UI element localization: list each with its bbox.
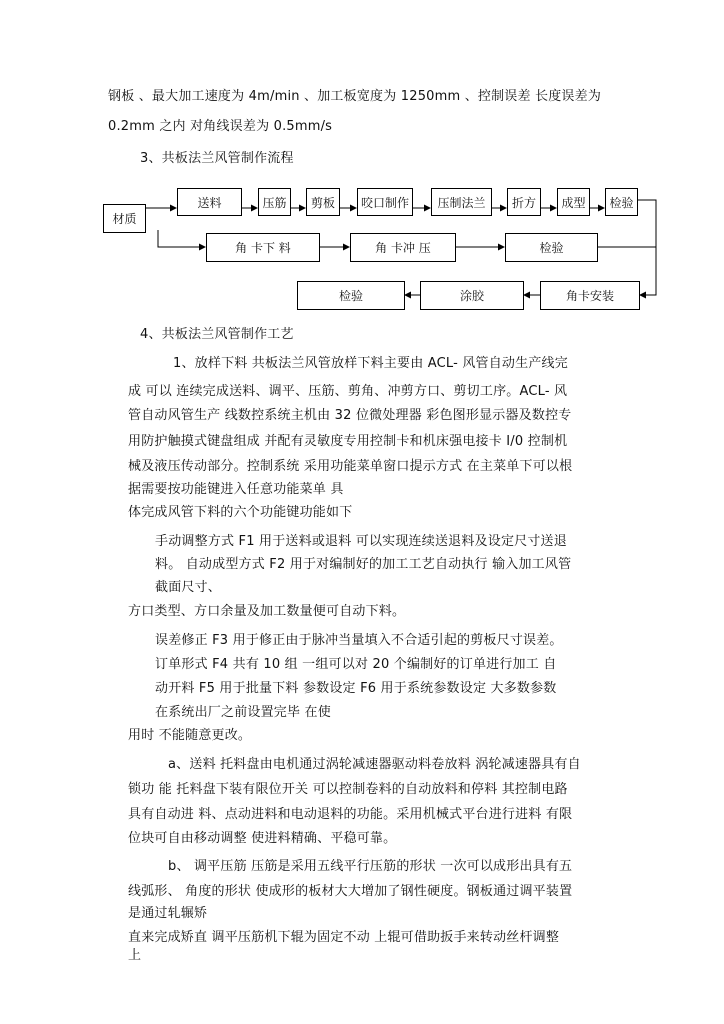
text-line: 在系统出厂之前设置完毕 在使 <box>155 705 331 720</box>
section-heading: 4、共板法兰风管制作工艺 <box>140 327 294 342</box>
text-line: a、送料 托料盘由电机通过涡轮减速器驱动料卷放料 涡轮减速器具有自 <box>168 757 581 772</box>
flow-box-inspection: 检验 <box>605 188 638 216</box>
flow-box-corner-punching: 角 卡冲 压 <box>350 233 456 262</box>
text-line: 0.2mm 之内 对角线误差为 0.5mm/s <box>108 119 333 134</box>
flow-box-pressing-rib: 压筋 <box>258 188 291 216</box>
flow-box-forming: 成型 <box>557 188 590 216</box>
flow-box-material: 材质 <box>103 204 146 233</box>
text-line: 体完成风管下料的六个功能键功能如下 <box>128 505 353 520</box>
text-line: 截面尺寸、 <box>155 580 222 595</box>
text-line: 上 <box>128 948 142 963</box>
text-line: 1、放样下料 共板法兰风管放样下料主要由 ACL- 风管自动生产线完 <box>173 356 568 371</box>
flow-box-corner-install: 角卡安装 <box>540 281 640 310</box>
flow-box-feeding: 送料 <box>177 188 242 216</box>
text-line: 订单形式 F4 共有 10 组 一组可以对 20 个编制好的订单进行加工 自 <box>155 657 557 672</box>
flow-box-flange: 压制法兰 <box>431 188 492 216</box>
flow-box-shearing: 剪板 <box>306 188 340 216</box>
text-line: 方口类型、方口余量及加工数量便可自动下料。 <box>128 604 406 619</box>
text-line: 动开料 F5 用于批量下料 参数设定 F6 用于系统参数设定 大多数参数 <box>155 681 557 696</box>
text-line: b、 调平压筋 压筋是采用五线平行压筋的形状 一次可以成形出具有五 <box>168 859 573 874</box>
text-line: 用时 不能随意更改。 <box>128 728 252 743</box>
flow-box-folding: 折方 <box>507 188 541 216</box>
flow-box-inspection-2: 检验 <box>505 233 598 262</box>
text-line: 用防护触摸式键盘组成 并配有灵敏度专用控制卡和机床强电接卡 I/0 控制机 <box>128 434 568 449</box>
text-line: 管自动风管生产 线数控系统主机由 32 位微处理器 彩色图形显示器及数控专 <box>128 408 572 423</box>
flow-box-corner-cutting: 角 卡下 料 <box>206 233 320 262</box>
text-line: 料。 自动成型方式 F2 用于对编制好的加工工艺自动执行 输入加工风管 <box>155 557 572 572</box>
flow-box-gluing: 涂胶 <box>420 281 524 310</box>
text-line: 具有自动进 料、点动进料和电动退料的功能。采用机械式平台进行进料 有限 <box>128 807 573 822</box>
text-line: 直来完成矫直 调平压筋机下辊为固定不动 上辊可借助扳手来转动丝杆调整 <box>128 930 560 945</box>
text-line: 是通过轧辗矫 <box>128 906 208 921</box>
text-line: 钢板 、最大加工速度为 4m/min 、加工板宽度为 1250mm 、控制误差 长度误差为 <box>108 89 602 104</box>
text-line: 据需要按功能键进入任意功能菜单 具 <box>128 482 344 497</box>
text-line: 误差修正 F3 用于修正由于脉冲当量填入不合适引起的剪板尺寸误差。 <box>155 633 563 648</box>
text-line: 手动调整方式 F1 用于送料或退料 可以实现连续送退料及设定尺寸送退 <box>155 534 567 549</box>
section-heading: 3、共板法兰风管制作流程 <box>140 151 294 166</box>
text-line: 械及液压传动部分。控制系统 采用功能菜单窗口提示方式 在主菜单下可以根 <box>128 459 573 474</box>
flow-box-seaming: 咬口制作 <box>357 188 413 216</box>
text-line: 成 可以 连续完成送料、调平、压筋、剪角、冲剪方口、剪切工序。ACL- 风 <box>128 384 568 399</box>
text-line: 锁功 能 托料盘下装有限位开关 可以控制卷料的自动放料和停料 其控制电路 <box>128 782 568 797</box>
text-line: 位块可自由移动调整 使进料精确、平稳可靠。 <box>128 831 397 846</box>
text-line: 线弧形、 角度的形状 使成形的板材大大增加了钢性硬度。钢板通过调平装置 <box>128 884 573 899</box>
flow-box-inspection-3: 检验 <box>297 281 405 310</box>
